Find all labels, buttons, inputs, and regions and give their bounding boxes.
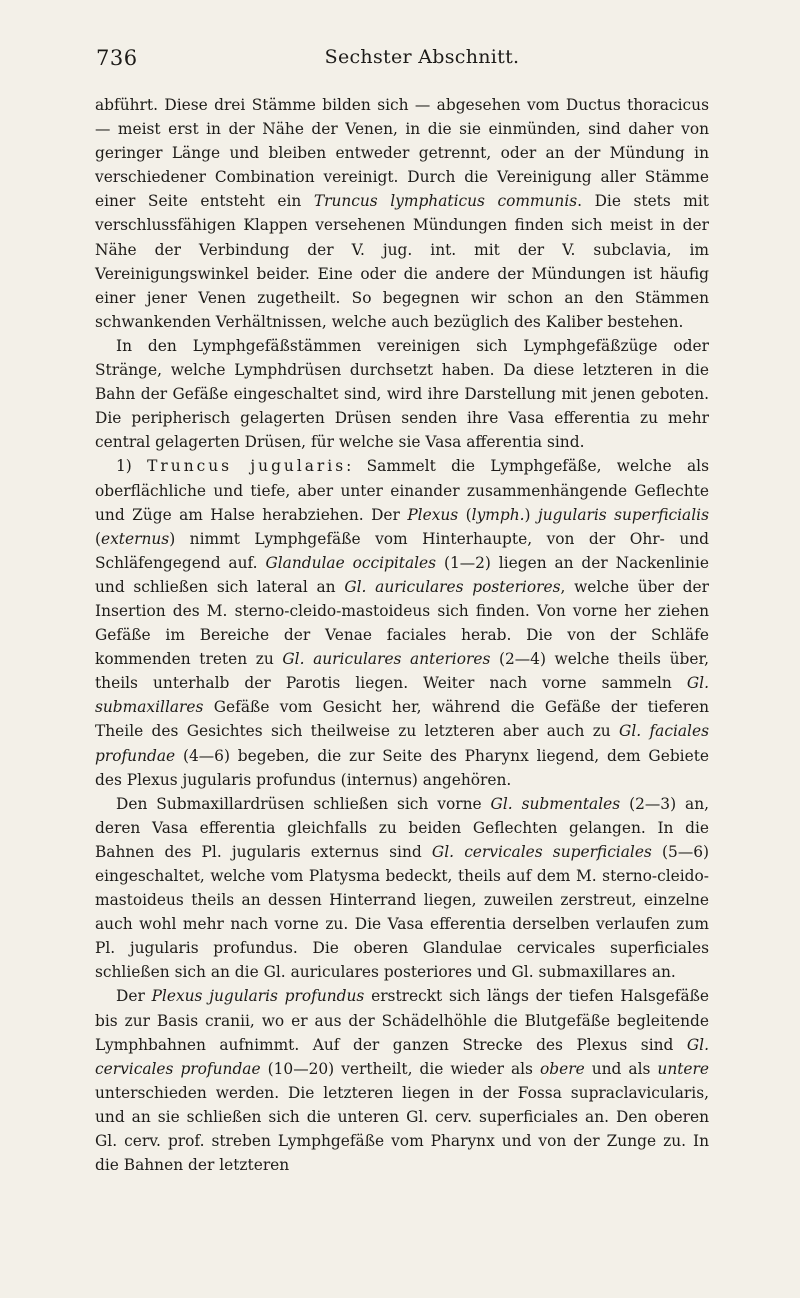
text-run: (1—2) liegen an der Nackenlinie und schließen sich lateral an (95, 553, 709, 596)
text-run: (4—6) begeben, die zur Seite des Pharynx liegend, dem Gebiete des Plexus jugularis profundus (internus) angehören. (95, 746, 709, 789)
text-run: ( (95, 529, 102, 548)
italic-term: Plexus jugularis profundus (151, 987, 365, 1006)
text-run: erstreckt sich längs der tiefen Halsgefäße bis zur Basis cranii, wo er aus der Schädelhöhle die Blutgefäße begleitende Lymphbahnen aufnimmt. Auf der ganzen Strecke des Plexus sind (95, 987, 710, 1054)
italic-term: obere (539, 1059, 585, 1078)
italic-term: Gl. faciales profundae (95, 722, 709, 765)
text-run: , welche über der Insertion des M. sterno-cleido-mastoideus sich finden. Von vorne her ziehen Gefäße im Bereiche der Venae faciales herab. Die von der Schläfe kommenden treten zu (95, 577, 709, 669)
text-run: Der (116, 987, 152, 1006)
italic-term: Gl. submentales (490, 794, 621, 813)
paragraph (95, 93, 709, 334)
text-run: Den Submaxillardrüsen schließen sich vorne (116, 794, 491, 813)
text-run: 1) (116, 457, 148, 476)
italic-term: externus (101, 529, 170, 548)
italic-term: Gl. cervicales profundae (95, 1035, 709, 1078)
italic-term: Gl. auriculares anteriores (282, 650, 491, 669)
italic-term: untere (657, 1059, 710, 1078)
page-number: 736 (96, 46, 138, 70)
italic-term: Truncus lymphaticus communis (313, 192, 578, 211)
running-head: Sechster Abschnitt. (324, 46, 520, 68)
italic-term: Gl. auriculares posteriores (344, 577, 561, 596)
italic-term: Gl. submaxillares (95, 674, 709, 717)
italic-term: Plexus (407, 505, 459, 524)
text-run: . Die stets mit verschlussfähigen Klappen versehenen Mündungen finden sich meist in der Nähe der Verbindung der V. jug. int. mit der V. subclavia, im Vereinigungswinkel beider. Eine oder die andere der Mündungen ist häufig einer jener Venen zugetheilt. So begegnen wir schon an den Stämmen schwankenden Verhältnissen, welche auch bezüglich des Kaliber bestehen. (95, 192, 709, 331)
text-run: ( (458, 505, 472, 524)
text-run: (10—20) vertheilt, die wieder als (260, 1059, 540, 1078)
italic-term: Gl. cervicales superficiales (431, 842, 652, 861)
text-run: (5—6) eingeschaltet, welche vom Platysma bedeckt, theils auf dem M. sterno-cleido-mastoideus theils an dessen Hinterrand liegen, zuweilen zerstreut, einzelne auch wohl mehr nach vorne zu. Die Vasa efferentia derselben verlaufen zum Pl. jugularis profundus. Die oberen Glandulae cervicales superficiales schließen sich an die Gl. auriculares posteriores und Gl. submaxillares an. (95, 842, 710, 982)
text-run: ) (524, 505, 538, 524)
text-run: abführt. Diese drei Stämme bilden sich — abgesehen vom Ductus thoracicus — meist erst in der Nähe der Venen, in die sie einmünden, sind daher von geringer Länge und bleiben entweder getrennt, oder an der Mündung in verschiedener Combination vereinigt. Durch die Vereinigung aller Stämme einer Seite entsteht ein (95, 96, 709, 211)
italic-term: jugularis superficialis (537, 505, 709, 524)
paragraph (95, 454, 709, 791)
body-text (95, 93, 709, 1177)
italic-term: lymph. (471, 505, 525, 524)
text-run: (2—4) welche theils über, theils unterhalb der Parotis liegen. Weiter nach vorne sammeln (95, 650, 709, 693)
text-run: unterschieden werden. Die letzteren liegen in der Fossa supraclavicularis, und an sie schließen sich die unteren Gl. cerv. superficiales an. Den oberen Gl. cerv. prof. streben Lymphgefäße vom Pharynx und von der Zunge zu. In die Bahnen der letzteren (95, 1083, 709, 1175)
italic-term: Glandulae occipitales (265, 553, 437, 572)
spaced-heading-term: Truncus jugularis (147, 457, 347, 476)
page-header (96, 40, 708, 70)
paragraph (95, 334, 709, 454)
text-run: In den Lymphgefäßstämmen vereinigen sich Lymphgefäßzüge oder Stränge, welche Lymphdrüsen durchsetzt haben. Da diese letzteren in die Bahn der Gefäße eingeschaltet sind, wird ihre Darstellung mit jenen geboten. Die peripherisch gelagerten Drüsen senden ihre Vasa efferentia zu mehr central gelagerten Drüsen, für welche sie Vasa afferentia sind. (95, 336, 709, 452)
text-run: : Sammelt die Lymphgefäße, welche als oberflächliche und tiefe, aber unter einander zusammenhängende Geflechte und Züge am Halse herabziehen. Der (95, 457, 709, 524)
text-run: Gefäße vom Gesicht her, während die Gefäße der tieferen Theile des Gesichtes sich theilweise zu letzteren aber auch zu (95, 698, 709, 741)
text-run: und als (584, 1059, 658, 1078)
paragraph (95, 984, 709, 1177)
text-run: ) nimmt Lymphgefäße vom Hinterhaupte, von der Ohr- und Schläfengegend auf. (95, 529, 709, 572)
text-run: (2—3) an, deren Vasa efferentia gleichfalls zu beiden Geflechten gelangen. In die Bahnen des Pl. jugularis externus sind (95, 794, 709, 861)
paragraph (95, 792, 709, 985)
